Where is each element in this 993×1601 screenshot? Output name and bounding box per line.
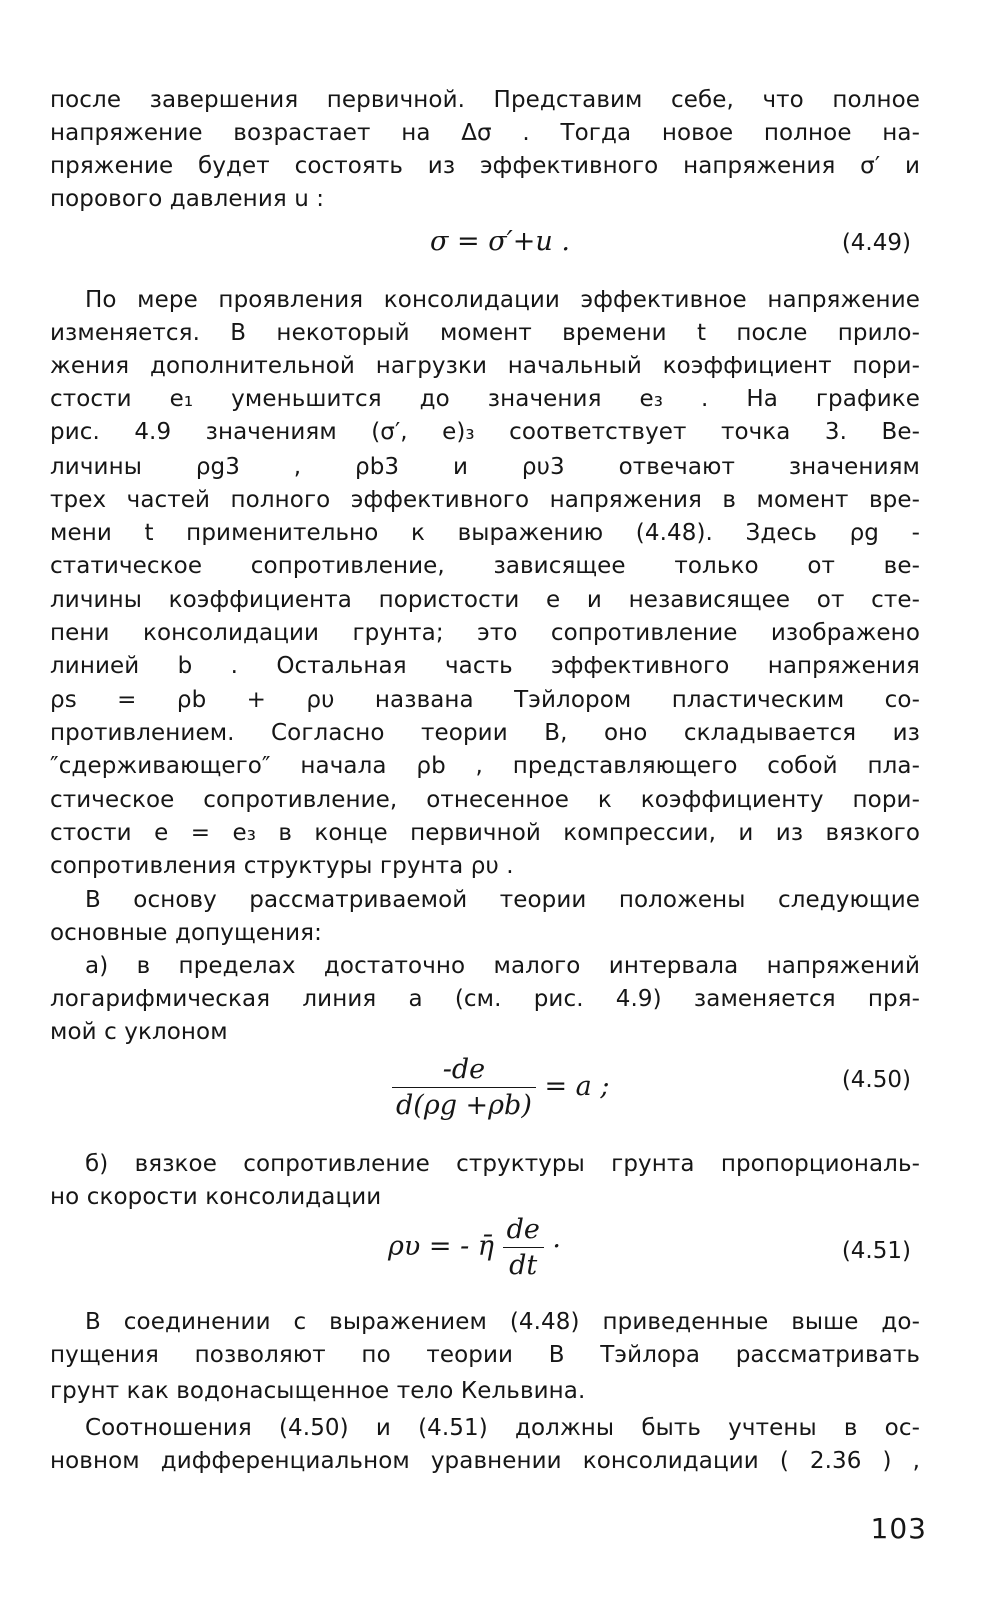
text-line: напряжение возрастает на Δσ . Тогда новое полное на- xyxy=(50,120,920,146)
text-line: сопротивления структуры грунта ρυ . xyxy=(50,853,514,879)
fraction-numerator: de xyxy=(503,1214,544,1248)
text-line: жения дополнительной нагрузки начальный коэффициент пори- xyxy=(50,353,920,379)
text-line: стости e = e₃ в конце первичной компрессии, и из вязкого xyxy=(50,820,920,846)
fraction-denominator: dt xyxy=(509,1250,538,1281)
text-line: противлением. Согласно теории В, оно складывается из xyxy=(50,720,920,746)
text-line: пущения позволяют по теории B Тэйлора рассматривать xyxy=(50,1342,920,1368)
text-line: пени консолидации грунта; это сопротивление изображено xyxy=(50,620,920,646)
list-item-b: б) вязкое сопротивление структуры грунта пропорциональ- xyxy=(85,1151,920,1177)
equation-4-51 xyxy=(388,1214,561,1281)
page-number: 103 xyxy=(870,1512,927,1545)
equation-4-50 xyxy=(392,1054,609,1121)
fraction xyxy=(392,1054,536,1121)
equation-number: (4.50) xyxy=(841,1067,911,1093)
equation-4-49 xyxy=(430,226,570,257)
fraction xyxy=(503,1214,544,1281)
fraction-numerator: -de xyxy=(392,1054,536,1088)
text-line: порового давления u : xyxy=(50,186,325,212)
text-line: стическое сопротивление, отнесенное к коэффициенту пори- xyxy=(50,787,920,813)
equation-body: σ = σ′+u . xyxy=(430,226,570,257)
paragraph-first-line: Соотношения (4.50) и (4.51) должны быть учтены в ос- xyxy=(85,1415,920,1441)
text-line: новном дифференциальном уравнении консолидации ( 2.36 ) , xyxy=(50,1448,920,1474)
equation-tail: · xyxy=(552,1231,562,1262)
text-line: трех частей полного эффективного напряжения в момент вре- xyxy=(50,487,920,513)
list-item-a: а) в пределах достаточно малого интервала напряжений xyxy=(85,953,920,979)
text-line: ρs = ρb + ρυ названа Тэйлором пластическим со- xyxy=(50,687,920,713)
text-line: линией b . Остальная часть эффективного напряжения xyxy=(50,653,920,679)
text-line: после завершения первичной. Представим себе, что полное xyxy=(50,87,920,113)
equation-number: (4.49) xyxy=(841,230,911,256)
text-line: логарифмическая линия a (см. рис. 4.9) заменяется пря- xyxy=(50,986,920,1012)
paragraph-first-line: По мере проявления консолидации эффективное напряжение xyxy=(85,287,920,313)
text-line: ″сдерживающего″ начала ρb , представляющего собой пла- xyxy=(50,753,920,779)
text-line: грунт как водонасыщенное тело Кельвина. xyxy=(50,1378,586,1404)
text-line: стости e₁ уменьшится до значения e₃ . На графике xyxy=(50,386,920,412)
text-line: личины ρg3 , ρb3 и ρυ3 отвечают значениям xyxy=(50,454,920,480)
text-line: основные допущения: xyxy=(50,920,322,946)
equation-rhs: = a ; xyxy=(544,1071,610,1102)
text-line: личины коэффициента пористости e и независящее от сте- xyxy=(50,587,920,613)
equation-number: (4.51) xyxy=(841,1238,911,1264)
text-line: но скорости консолидации xyxy=(50,1184,382,1210)
text-line: статическое сопротивление, зависящее только от ве- xyxy=(50,553,920,579)
text-line: изменяется. В некоторый момент времени t после прило- xyxy=(50,320,920,346)
equation-lhs: ρυ = - η̄ xyxy=(388,1231,494,1262)
paragraph-first-line: В соединении с выражением (4.48) приведенные выше до- xyxy=(85,1309,920,1335)
fraction-denominator: d(ρg +ρb) xyxy=(396,1090,532,1121)
text-line: мой с уклоном xyxy=(50,1019,228,1045)
text-line: пряжение будет состоять из эффективного напряжения σ′ и xyxy=(50,153,920,179)
text-line: рис. 4.9 значениям (σ′, e)₃ соответствует точка 3. Ве- xyxy=(50,419,920,445)
paragraph-first-line: В основу рассматриваемой теории положены следующие xyxy=(85,887,920,913)
text-line: мени t применительно к выражению (4.48). Здесь ρg - xyxy=(50,520,920,546)
